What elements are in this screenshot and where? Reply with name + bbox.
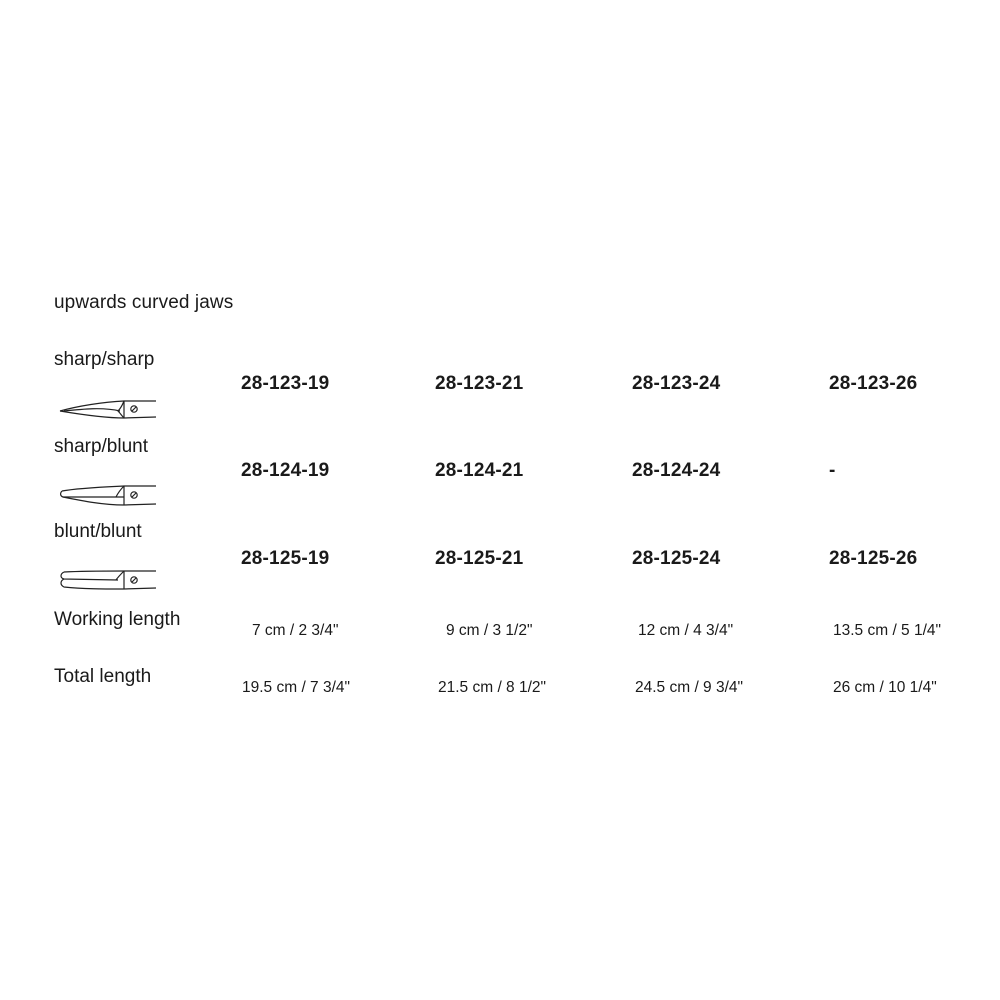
article-code: 28-123-26 <box>829 373 918 394</box>
scissors-sharp-blunt-icon <box>58 481 158 509</box>
total-length-value: 19.5 cm / 7 3/4" <box>242 679 351 696</box>
row-label-sharp-sharp: sharp/sharp <box>54 349 155 370</box>
article-code: 28-123-19 <box>241 373 330 394</box>
article-code: 28-124-19 <box>241 460 330 481</box>
working-length-value: 7 cm / 2 3/4" <box>252 622 339 639</box>
section-heading: upwards curved jaws <box>54 292 234 313</box>
article-code: 28-123-21 <box>435 373 524 394</box>
working-length-value: 12 cm / 4 3/4" <box>638 622 734 639</box>
working-length-label: Working length <box>54 609 181 630</box>
working-length-value: 13.5 cm / 5 1/4" <box>833 622 942 639</box>
total-length-value: 24.5 cm / 9 3/4" <box>635 679 744 696</box>
article-code: 28-123-24 <box>632 373 721 394</box>
article-code: 28-124-21 <box>435 460 524 481</box>
article-code: 28-124-24 <box>632 460 721 481</box>
total-length-label: Total length <box>54 666 152 687</box>
row-label-sharp-blunt: sharp/blunt <box>54 436 149 457</box>
article-code: 28-125-26 <box>829 548 918 569</box>
scissors-blunt-blunt-icon <box>58 566 158 594</box>
scissors-sharp-sharp-icon <box>58 396 158 424</box>
article-code-unavailable: - <box>829 460 836 481</box>
total-length-value: 21.5 cm / 8 1/2" <box>438 679 547 696</box>
article-code: 28-125-21 <box>435 548 524 569</box>
working-length-value: 9 cm / 3 1/2" <box>446 622 533 639</box>
row-label-blunt-blunt: blunt/blunt <box>54 521 142 542</box>
article-code: 28-125-24 <box>632 548 721 569</box>
article-code: 28-125-19 <box>241 548 330 569</box>
total-length-value: 26 cm / 10 1/4" <box>833 679 937 696</box>
